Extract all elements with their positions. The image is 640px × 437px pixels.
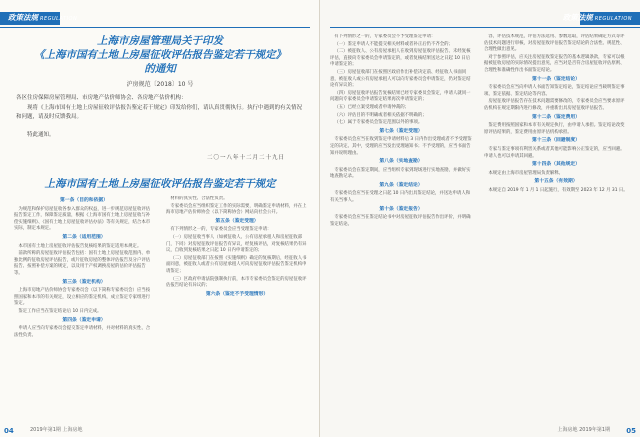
article-paragraph: 专家委员会应当在收到鉴定申请材料后 3 日内作出受理或者不予受理鉴定的决定。其中，受理的应当发出受理通知书；不予受理的，应当书面告知并说明理由。 — [330, 137, 472, 156]
article-heading: 第五条（鉴定受理） — [215, 218, 259, 224]
article-heading: 第八条（实地查勘） — [379, 159, 423, 165]
article-paragraph: 本规定自 2019 年 1 月 1 日起施行，有效期至 2023 年 12 月 31 日。 — [488, 187, 628, 193]
article-paragraph: （二）被征收人、公有房屋承租人在收到房屋征收评估报告、未经复核评估，直接向专家委员会申请鉴定的，或者复核结果送达之日起 10 日后申请鉴定的； — [330, 49, 471, 68]
notice-title-line1: 上海市房屋管理局关于印发 — [97, 35, 223, 47]
article-paragraph: 本规定由上海市房屋管理局负责解释。 — [488, 170, 564, 176]
article-paragraph: 鉴定费用按照国家和本市有关规定执行，由申请人承担。鉴定结论改变原评估结果的，鉴定费用由原评估机构承担。 — [484, 123, 625, 135]
left-column-1 — [14, 196, 154, 416]
article-heading: 第十一条（鉴定结论） — [532, 76, 580, 82]
notice-body: 现将《上海市国有土地上房屋征收评估报告鉴定若干规定》印发给你们，请认真贯彻执行。执行中遇到的有关情况和问题，请及时反馈我局。 — [16, 105, 303, 120]
article-paragraph: （四）房屋征收评估报告复核结果已经专家委员会鉴定，申请人就同一问题向专家委员会申请鉴定结果再次申请鉴定的； — [330, 90, 471, 103]
article-heading: 第十四条（其他规定） — [532, 162, 580, 168]
article-heading: 第十条（鉴定报告） — [379, 206, 423, 212]
article-paragraph: （二）房屋征收部门在按照《实施细则》确定的复核期后，经征收人书面同意，被征收人或者公有房屋承租人可向房屋征收评估报告鉴定机构申请鉴定； — [166, 255, 307, 274]
section-tag-label: 政策法规 — [562, 13, 593, 22]
article-paragraph: 专家委员会应当组织鉴定工作的实际需要，明确鉴定申请材料，并在上海市房地产估价师协会（以下简称协会）网站向社会公开。 — [166, 203, 307, 216]
article-paragraph: （五）已经立案受理或者申请仲裁的； — [334, 104, 410, 110]
article-heading: 第四条（鉴定申请） — [62, 317, 106, 323]
page-number-right: 05 — [626, 427, 636, 435]
document-number: 沪房规范〔2018〕10 号 — [126, 81, 194, 88]
article-paragraph: 申请人应当向专家委员会提交鉴定申请材料，并对材料的真实性、合法性负责。 — [14, 326, 151, 338]
article-heading: 第十三条（回避制度） — [532, 138, 580, 144]
article-paragraph: 专家委员会应当在鉴定结论书中对房屋征收评估报告作出评价，并明确鉴定结论。 — [330, 215, 471, 227]
notice-title — [0, 34, 320, 76]
article-paragraph: 鉴定工作应当在鉴定结论后 10 日内完成。 — [18, 308, 102, 314]
section-tag — [563, 12, 632, 23]
footer-right: 上海房地 2019年第1期 — [557, 427, 610, 433]
article-heading: 第七条（鉴定受理） — [379, 128, 423, 134]
article-heading: 第九条（鉴定结论） — [379, 182, 423, 188]
article-paragraph: （三）房屋征收部门在按照区政府作出补偿决定前、经征收人书面同意，被征收人或公有房屋承租人可以向专家委员会申请鉴定，仍对鉴定结论有异议的； — [330, 69, 471, 89]
notice-title-line2: 《上海市国有土地上房屋征收评估报告鉴定若干规定》 — [34, 49, 286, 61]
right-page — [320, 0, 640, 437]
article-heading: 第三条（鉴定机构） — [62, 279, 106, 285]
notice-date: 二〇一八年十二月二十九日 — [206, 155, 285, 161]
article-paragraph: （一）房屋征收当事人（如被征收人、公有房屋承租人和房屋征收部门，下同）对房屋征收评估报告有异议，经复核评估，对复核结果仍有异议，自收到复核结果之日起 10 日内申请鉴定的； — [166, 234, 307, 254]
section-tag-label: 政策法规 — [8, 13, 38, 22]
article-paragraph: 对于参照评估，应关注房屋征收鉴定报告的基本逻辑条款，专家可以根据被征收房屋的实际情况提出意见，应当对是否符合房屋征收评估原则、合理性和准确性作出书面鉴定结论。 — [484, 54, 625, 73]
section-tag-en: REGULATION — [594, 16, 632, 22]
article-paragraph: 材料的真实性、合法性负责。 — [170, 196, 228, 201]
header-rule — [0, 27, 310, 28]
footer-left: 2019年第1期 上海房地 — [30, 427, 83, 433]
section-tag — [8, 12, 77, 23]
article-paragraph: （一）鉴定申请人不能提交相关材料或者补正后仍不齐全的； — [334, 41, 453, 47]
notice-title-line3: 的通知 — [144, 63, 176, 75]
left-column-2 — [166, 196, 308, 416]
article-heading: 第二条（适用范围） — [62, 234, 106, 240]
article-paragraph: （三）区政府申请法院强制执行前，本市专家委员会鉴定的房屋征收评估报告结论有异议的； — [166, 276, 307, 289]
article-paragraph: 为规范和保护房屋征收各参入群众的权益，进一步规范房屋征收评估报告鉴定工作，保障鉴定质量，根据《上海市国有土地上房屋征收与补偿实施细则》、《国有土地上房屋征收评估办法》等有关规定，结合本市实际，制定本规定。 — [14, 206, 151, 232]
article-paragraph: 专家委员会在鉴定期间，应当组织专家到现场进行实地查勘，并做好实地查勘记录。 — [330, 167, 471, 180]
article-paragraph: 专家委员会应当在受理之日起 10 日内出具鉴定结论，并送达申请人和有关当事人。 — [330, 191, 471, 204]
article-heading: 第十五条（有效期） — [534, 179, 578, 185]
article-paragraph: 容，评估技术规范，评估方法选用、参数选取，评估结果确定方式等评估技术问题进行审核，对房屋征收评估报告鉴定结论的合法性、规范性、合理性做出意见。 — [484, 34, 625, 53]
article-paragraph: 上海市房地产估价师协会专家委员会（以下简称专家委员会）应当按照国家和本市的有关规定，设立相应的鉴定机构，成立鉴定专家组进行鉴定。 — [14, 288, 151, 307]
rules-title: 上海市国有土地上房屋征收评估报告鉴定若干规定 — [44, 178, 276, 190]
article-heading: 第一条（目的和依据） — [60, 198, 108, 203]
article-paragraph: 专家委员会应当向申请人书面告知鉴定结论，鉴定结论应当载明鉴定事项、鉴定依据、鉴定结论等内容。 — [484, 85, 625, 97]
article-paragraph: （六）评估目的不明确或者相关依据不明确的； — [334, 112, 427, 118]
article-paragraph: （七）属于专家委员会鉴定范围以外的事项。 — [334, 120, 423, 126]
article-paragraph: 前款所称的房屋征收评估报告包括：国有土地上房屋征收范围内、单独比例的征收房屋评估报告，或片征收房屋的整体评估报告及分户评估报告、按照补偿方案的规定，以及用于产权调换房屋的估价评估报告等。 — [14, 251, 151, 276]
article-heading: 第十二条（鉴定费用） — [532, 114, 580, 120]
article-paragraph: 房屋征收评估报告存在技术问题需要修改的，专家委员会应当要求原评估机构在规定期限内进行修改，并重新出具房屋征收评估报告。 — [484, 99, 625, 111]
article-paragraph: 有下列情形之一的，专家委员会不予受理鉴定申请： — [334, 34, 436, 39]
right-column-2 — [484, 34, 628, 416]
notice-closing: 特此通知。 — [27, 132, 55, 138]
header-rule — [330, 27, 640, 28]
article-heading: 第六条（鉴定不予受理情形） — [205, 291, 269, 297]
article-paragraph: 有下列情形之一的，专家委员会应当受理鉴定申请： — [170, 227, 272, 233]
article-paragraph: 本市国有土地上房屋征收评估报告复核结果的鉴定适用本规定。 — [18, 243, 142, 249]
notice-addressee: 各区住房保障房屋管理局、市房地产估价师协会、各房地产估价机构： — [16, 95, 187, 101]
article-paragraph: 专家与鉴定事项有利害关系或者其他可能影响公正鉴定的，应当回避。申请人也可以申请其回避。 — [484, 146, 625, 159]
page-number-left: 04 — [4, 427, 14, 435]
section-tag-en: REGULATION — [40, 16, 78, 22]
right-column-1 — [330, 34, 472, 416]
